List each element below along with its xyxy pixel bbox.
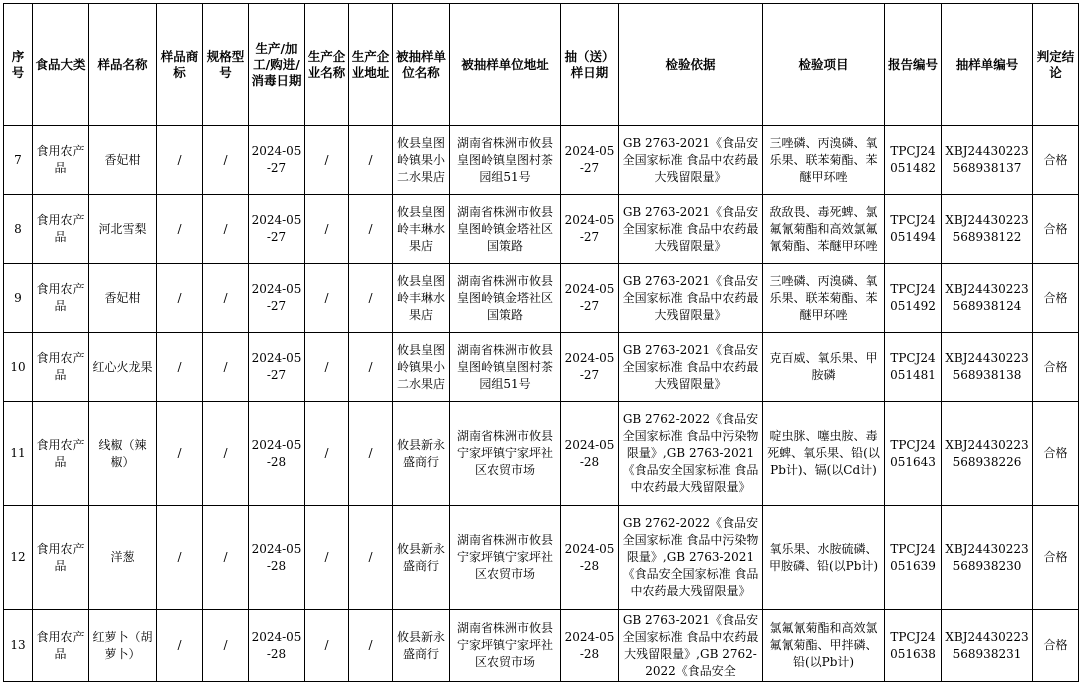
cell-spec: / xyxy=(203,506,249,610)
cell-sampled-unit: 攸县皇图岭镇果小二水果店 xyxy=(393,333,450,402)
cell-sheet-no: XBJ24430223568938138 xyxy=(942,333,1033,402)
header-sample-date: 抽（送）样日期 xyxy=(561,4,619,126)
cell-sampled-unit: 攸县新永盛商行 xyxy=(393,610,450,682)
cell-report-no: TPCJ24051643 xyxy=(885,402,942,506)
cell-spec: / xyxy=(203,402,249,506)
table-row xyxy=(4,506,1079,610)
cell-sheet-no: XBJ24430223568938122 xyxy=(942,195,1033,264)
cell-sample-date: 2024-05-28 xyxy=(561,506,619,610)
cell-no: 10 xyxy=(4,333,33,402)
cell-sheet-no: XBJ24430223568938230 xyxy=(942,506,1033,610)
cell-producer: / xyxy=(305,402,349,506)
cell-sample-date: 2024-05-27 xyxy=(561,195,619,264)
cell-brand: / xyxy=(157,126,203,195)
cell-date: 2024-05-27 xyxy=(249,264,305,333)
cell-sample-name: 香妃柑 xyxy=(89,126,157,195)
cell-result: 合格 xyxy=(1033,610,1079,682)
header-sheet-no: 抽样单编号 xyxy=(942,4,1033,126)
cell-report-no: TPCJ24051492 xyxy=(885,264,942,333)
cell-items: 克百威、氧乐果、甲胺磷 xyxy=(763,333,885,402)
cell-spec: / xyxy=(203,126,249,195)
cell-brand: / xyxy=(157,264,203,333)
cell-producer-address: / xyxy=(349,402,393,506)
cell-date: 2024-05-27 xyxy=(249,195,305,264)
cell-producer: / xyxy=(305,610,349,682)
cell-basis: GB 2763-2021《食品安全国家标准 食品中农药最大残留限量》 xyxy=(619,264,763,333)
cell-report-no: TPCJ24051494 xyxy=(885,195,942,264)
cell-sample-date: 2024-05-27 xyxy=(561,264,619,333)
header-sample-name: 样品名称 xyxy=(89,4,157,126)
cell-sampled-unit: 攸县皇图岭镇果小二水果店 xyxy=(393,126,450,195)
cell-category: 食用农产品 xyxy=(33,195,89,264)
cell-producer-address: / xyxy=(349,506,393,610)
cell-spec: / xyxy=(203,195,249,264)
table-row xyxy=(4,195,1079,264)
table-row xyxy=(4,126,1079,195)
inspection-results-table xyxy=(3,3,1079,682)
cell-category: 食用农产品 xyxy=(33,126,89,195)
cell-sample-name: 香妃柑 xyxy=(89,264,157,333)
cell-basis: GB 2763-2021《食品安全国家标准 食品中农药最大残留限量》 xyxy=(619,195,763,264)
cell-sampled-unit-address: 湖南省株洲市攸县宁家坪镇宁家坪社区农贸市场 xyxy=(450,402,561,506)
cell-sampled-unit-address: 湖南省株洲市攸县宁家坪镇宁家坪社区农贸市场 xyxy=(450,506,561,610)
cell-producer-address: / xyxy=(349,333,393,402)
cell-sample-date: 2024-05-28 xyxy=(561,402,619,506)
cell-brand: / xyxy=(157,610,203,682)
cell-category: 食用农产品 xyxy=(33,264,89,333)
cell-spec: / xyxy=(203,333,249,402)
cell-sample-name: 河北雪梨 xyxy=(89,195,157,264)
header-report-no: 报告编号 xyxy=(885,4,942,126)
cell-sheet-no: XBJ24430223568938226 xyxy=(942,402,1033,506)
cell-sheet-no: XBJ24430223568938231 xyxy=(942,610,1033,682)
cell-no: 13 xyxy=(4,610,33,682)
cell-no: 7 xyxy=(4,126,33,195)
cell-producer: / xyxy=(305,195,349,264)
header-producer-address: 生产企业地址 xyxy=(349,4,393,126)
cell-spec: / xyxy=(203,610,249,682)
cell-result: 合格 xyxy=(1033,506,1079,610)
cell-sampled-unit-address: 湖南省株洲市攸县皇图岭镇皇图村茶园组51号 xyxy=(450,126,561,195)
header-row xyxy=(4,4,1079,126)
header-no: 序号 xyxy=(4,4,33,126)
cell-producer: / xyxy=(305,264,349,333)
cell-report-no: TPCJ24051638 xyxy=(885,610,942,682)
cell-no: 8 xyxy=(4,195,33,264)
cell-no: 9 xyxy=(4,264,33,333)
header-basis: 检验依据 xyxy=(619,4,763,126)
cell-producer-address: / xyxy=(349,264,393,333)
cell-result: 合格 xyxy=(1033,126,1079,195)
cell-result: 合格 xyxy=(1033,195,1079,264)
cell-report-no: TPCJ24051639 xyxy=(885,506,942,610)
cell-result: 合格 xyxy=(1033,402,1079,506)
cell-sampled-unit: 攸县皇图岭丰琳水果店 xyxy=(393,264,450,333)
cell-report-no: TPCJ24051481 xyxy=(885,333,942,402)
cell-producer-address: / xyxy=(349,195,393,264)
cell-category: 食用农产品 xyxy=(33,333,89,402)
cell-sample-name: 红心火龙果 xyxy=(89,333,157,402)
cell-result: 合格 xyxy=(1033,333,1079,402)
cell-items: 氯氟氰菊酯和高效氯氟氰菊酯、甲拌磷、铅(以Pb计) xyxy=(763,610,885,682)
cell-producer: / xyxy=(305,506,349,610)
cell-producer-address: / xyxy=(349,126,393,195)
cell-sample-name: 红萝卜（胡萝卜） xyxy=(89,610,157,682)
cell-sampled-unit-address: 湖南省株洲市攸县皇图岭镇金塔社区国策路 xyxy=(450,195,561,264)
header-items: 检验项目 xyxy=(763,4,885,126)
cell-sampled-unit-address: 湖南省株洲市攸县皇图岭镇皇图村茶园组51号 xyxy=(450,333,561,402)
cell-basis: GB 2763-2021《食品安全国家标准 食品中农药最大残留限量》 xyxy=(619,333,763,402)
cell-basis: GB 2762-2022《食品安全国家标准 食品中污染物限量》,GB 2763-2021《食品安全国家标准 食品中农药最大残留限量》 xyxy=(619,506,763,610)
cell-producer-address: / xyxy=(349,610,393,682)
cell-sampled-unit-address: 湖南省株洲市攸县宁家坪镇宁家坪社区农贸市场 xyxy=(450,610,561,682)
cell-result: 合格 xyxy=(1033,264,1079,333)
cell-basis: GB 2763-2021《食品安全国家标准 食品中农药最大残留限量》 xyxy=(619,126,763,195)
cell-brand: / xyxy=(157,506,203,610)
table-row xyxy=(4,264,1079,333)
cell-category: 食用农产品 xyxy=(33,402,89,506)
table-row xyxy=(4,333,1079,402)
cell-spec: / xyxy=(203,264,249,333)
table-row xyxy=(4,610,1079,682)
cell-brand: / xyxy=(157,402,203,506)
cell-sample-date: 2024-05-27 xyxy=(561,126,619,195)
header-result: 判定结论 xyxy=(1033,4,1079,126)
cell-sample-date: 2024-05-27 xyxy=(561,333,619,402)
header-spec: 规格型号 xyxy=(203,4,249,126)
cell-no: 11 xyxy=(4,402,33,506)
cell-sampled-unit-address: 湖南省株洲市攸县皇图岭镇金塔社区国策路 xyxy=(450,264,561,333)
cell-brand: / xyxy=(157,195,203,264)
cell-basis: GB 2763-2021《食品安全国家标准 食品中农药最大残留限量》,GB 2762-2022《食品安全 xyxy=(619,610,763,682)
header-sampled-unit: 被抽样单位名称 xyxy=(393,4,450,126)
cell-basis: GB 2762-2022《食品安全国家标准 食品中污染物限量》,GB 2763-2021《食品安全国家标准 食品中农药最大残留限量》 xyxy=(619,402,763,506)
cell-producer: / xyxy=(305,333,349,402)
cell-items: 三唑磷、丙溴磷、氧乐果、联苯菊酯、苯醚甲环唑 xyxy=(763,264,885,333)
header-date: 生产/加工/购进/消毒日期 xyxy=(249,4,305,126)
cell-producer: / xyxy=(305,126,349,195)
header-brand: 样品商标 xyxy=(157,4,203,126)
cell-items: 敌敌畏、毒死蜱、氯氟氰菊酯和高效氯氟氰菊酯、苯醚甲环唑 xyxy=(763,195,885,264)
cell-no: 12 xyxy=(4,506,33,610)
cell-items: 氧乐果、水胺硫磷、甲胺磷、铅(以Pb计) xyxy=(763,506,885,610)
cell-date: 2024-05-28 xyxy=(249,402,305,506)
cell-items: 啶虫脒、噻虫胺、毒死蜱、氧乐果、铅(以Pb计)、镉(以Cd计) xyxy=(763,402,885,506)
cell-date: 2024-05-27 xyxy=(249,333,305,402)
cell-sheet-no: XBJ24430223568938137 xyxy=(942,126,1033,195)
cell-sample-name: 洋葱 xyxy=(89,506,157,610)
cell-category: 食用农产品 xyxy=(33,610,89,682)
cell-sampled-unit: 攸县皇图岭丰琳水果店 xyxy=(393,195,450,264)
cell-sample-name: 线椒（辣椒） xyxy=(89,402,157,506)
cell-sampled-unit: 攸县新永盛商行 xyxy=(393,402,450,506)
cell-items: 三唑磷、丙溴磷、氧乐果、联苯菊酯、苯醚甲环唑 xyxy=(763,126,885,195)
header-sampled-unit-address: 被抽样单位地址 xyxy=(450,4,561,126)
cell-date: 2024-05-28 xyxy=(249,610,305,682)
cell-date: 2024-05-27 xyxy=(249,126,305,195)
cell-category: 食用农产品 xyxy=(33,506,89,610)
cell-report-no: TPCJ24051482 xyxy=(885,126,942,195)
cell-date: 2024-05-28 xyxy=(249,506,305,610)
header-producer: 生产企业名称 xyxy=(305,4,349,126)
cell-sample-date: 2024-05-28 xyxy=(561,610,619,682)
header-category: 食品大类 xyxy=(33,4,89,126)
table-row xyxy=(4,402,1079,506)
cell-sheet-no: XBJ24430223568938124 xyxy=(942,264,1033,333)
cell-sampled-unit: 攸县新永盛商行 xyxy=(393,506,450,610)
cell-brand: / xyxy=(157,333,203,402)
